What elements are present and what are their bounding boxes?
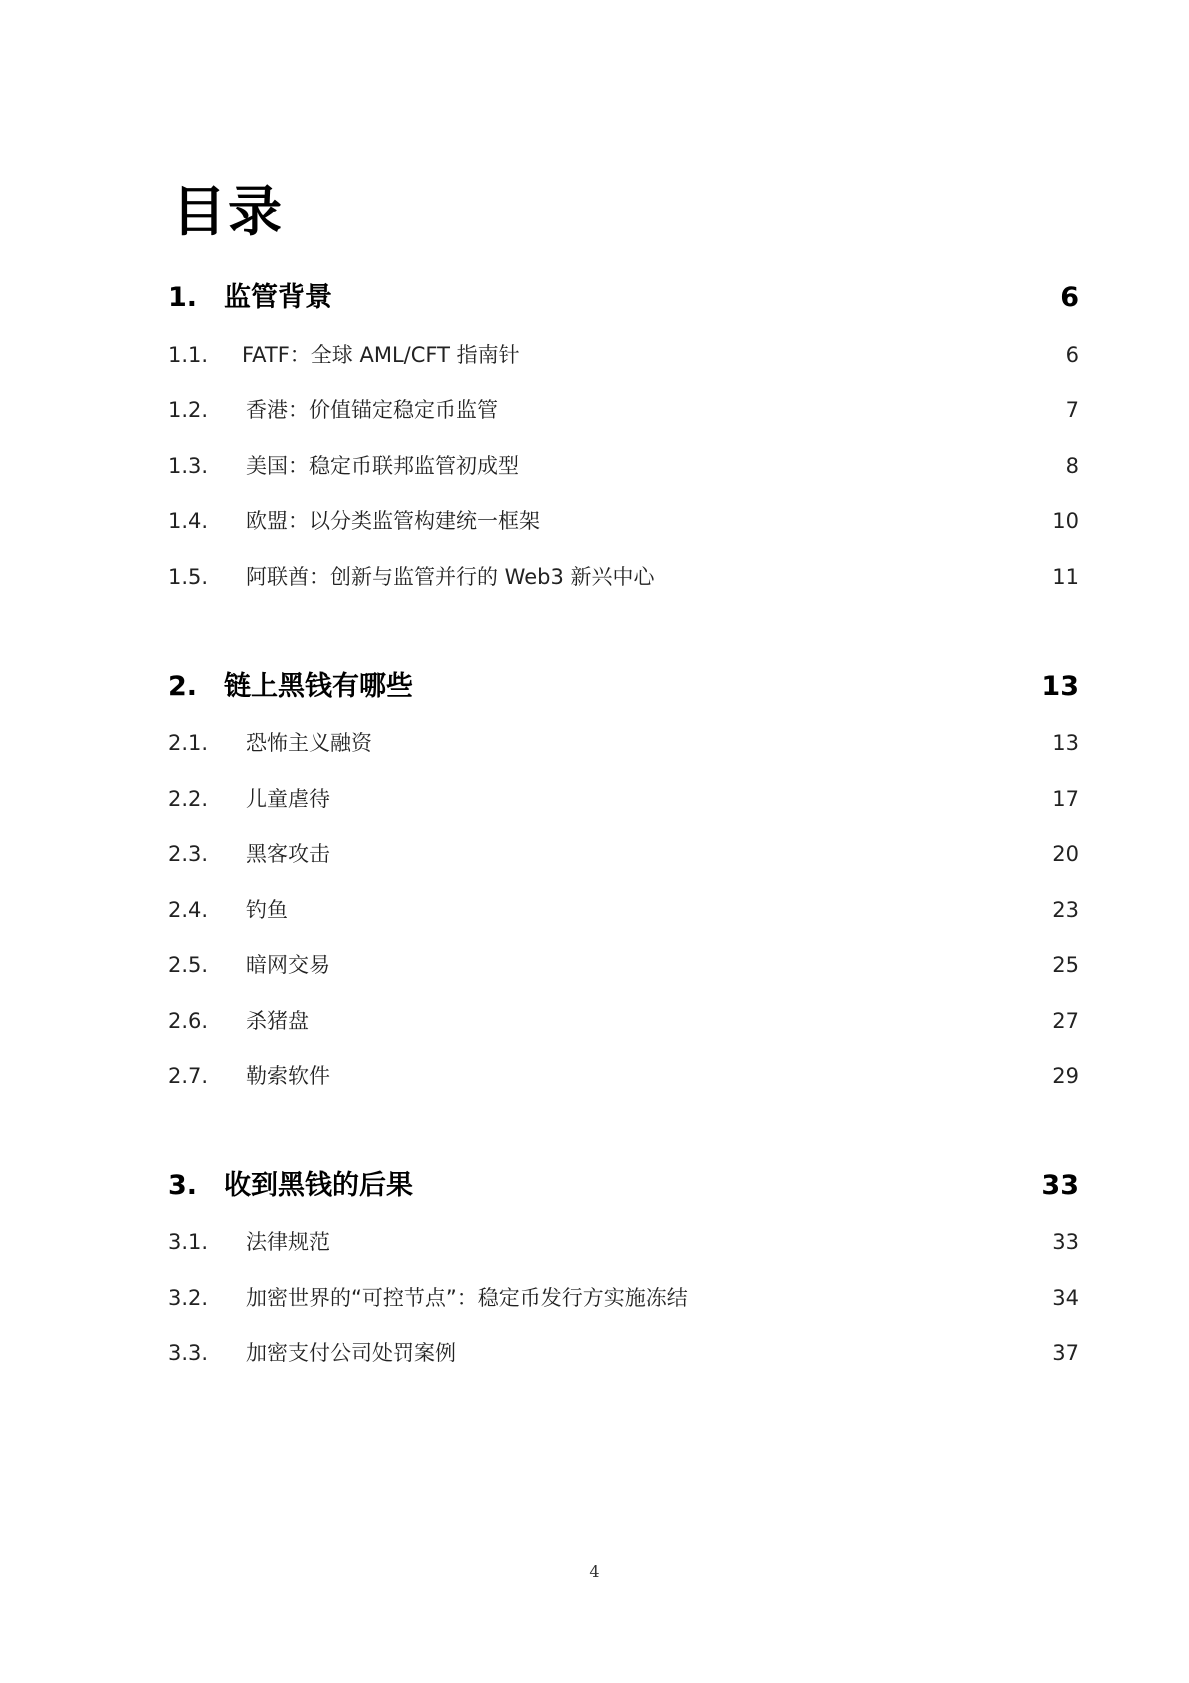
section-title: 杀猪盘: [246, 1009, 309, 1033]
chapter-page: 6: [1060, 282, 1079, 313]
section-page: 17: [1052, 787, 1079, 811]
section-title: 恐怖主义融资: [246, 731, 372, 755]
section-number: 3.2.: [168, 1286, 209, 1310]
toc-section-1-2[interactable]: [168, 390, 1079, 430]
toc-section-2-6[interactable]: [168, 1001, 1079, 1041]
section-number: 2.2.: [168, 787, 209, 811]
toc-section-2-2[interactable]: [168, 779, 1079, 819]
section-page: 6: [1065, 343, 1079, 367]
section-number: 1.2.: [168, 398, 209, 422]
section-title: 法律规范: [246, 1230, 330, 1254]
section-page: 10: [1052, 509, 1079, 533]
chapter-page: 33: [1041, 1170, 1079, 1201]
section-page: 13: [1052, 731, 1079, 755]
section-title: 暗网交易: [246, 953, 330, 977]
section-title: 加密世界的“可控节点”：稳定币发行方实施冻结: [246, 1286, 688, 1310]
section-title: FATF：全球 AML/CFT 指南针: [242, 343, 520, 367]
section-page: 11: [1052, 565, 1079, 589]
section-title: 儿童虐待: [246, 787, 330, 811]
chapter-title: 链上黑钱有哪些: [224, 671, 413, 702]
toc-section-2-4[interactable]: [168, 890, 1079, 930]
section-page: 20: [1052, 842, 1079, 866]
section-page: 23: [1052, 898, 1079, 922]
section-number: 2.4.: [168, 898, 209, 922]
section-number: 3.3.: [168, 1341, 209, 1365]
section-number: 1.3.: [168, 454, 209, 478]
chapter-number: 2.: [168, 671, 198, 702]
section-number: 2.5.: [168, 953, 209, 977]
section-page: 7: [1065, 398, 1079, 422]
section-title: 阿联酋：创新与监管并行的 Web3 新兴中心: [246, 565, 655, 589]
toc-section-2-3[interactable]: [168, 834, 1079, 874]
section-page: 34: [1052, 1286, 1079, 1310]
section-page: 29: [1052, 1064, 1079, 1088]
toc-section-1-5[interactable]: [168, 557, 1079, 597]
section-page: 27: [1052, 1009, 1079, 1033]
toc-chapter-2[interactable]: [168, 667, 1079, 707]
chapter-page: 13: [1041, 671, 1079, 702]
section-title: 香港：价值锚定稳定币监管: [246, 398, 498, 422]
page-title: 目录: [172, 180, 284, 243]
section-title: 钓鱼: [246, 898, 288, 922]
toc-section-1-3[interactable]: [168, 446, 1079, 486]
section-page: 8: [1065, 454, 1079, 478]
toc-section-2-5[interactable]: [168, 945, 1079, 985]
section-page: 33: [1052, 1230, 1079, 1254]
toc-section-3-1[interactable]: [168, 1222, 1079, 1262]
chapter-number: 1.: [168, 282, 198, 313]
chapter-number: 3.: [168, 1170, 198, 1201]
section-number: 1.1.: [168, 343, 209, 367]
chapter-title: 监管背景: [224, 282, 332, 313]
toc-section-1-1[interactable]: [168, 335, 1079, 375]
section-title: 勒索软件: [246, 1064, 330, 1088]
chapter-title: 收到黑钱的后果: [224, 1170, 413, 1201]
section-title: 美国：稳定币联邦监管初成型: [246, 454, 519, 478]
section-number: 2.3.: [168, 842, 209, 866]
section-page: 25: [1052, 953, 1079, 977]
section-number: 2.1.: [168, 731, 209, 755]
section-number: 2.6.: [168, 1009, 209, 1033]
section-number: 1.4.: [168, 509, 209, 533]
section-number: 2.7.: [168, 1064, 209, 1088]
section-number: 3.1.: [168, 1230, 209, 1254]
toc-section-2-7[interactable]: [168, 1056, 1079, 1096]
section-number: 1.5.: [168, 565, 209, 589]
section-page: 37: [1052, 1341, 1079, 1365]
section-title: 欧盟：以分类监管构建统一框架: [246, 509, 540, 533]
toc-chapter-1[interactable]: [168, 278, 1079, 318]
toc-section-2-1[interactable]: [168, 723, 1079, 763]
toc-section-3-3[interactable]: [168, 1333, 1079, 1373]
toc-chapter-3[interactable]: [168, 1166, 1079, 1206]
section-title: 黑客攻击: [246, 842, 330, 866]
toc-section-1-4[interactable]: [168, 501, 1079, 541]
section-title: 加密支付公司处罚案例: [246, 1341, 456, 1365]
page-number: 4: [589, 1562, 600, 1581]
toc-section-3-2[interactable]: [168, 1278, 1079, 1318]
